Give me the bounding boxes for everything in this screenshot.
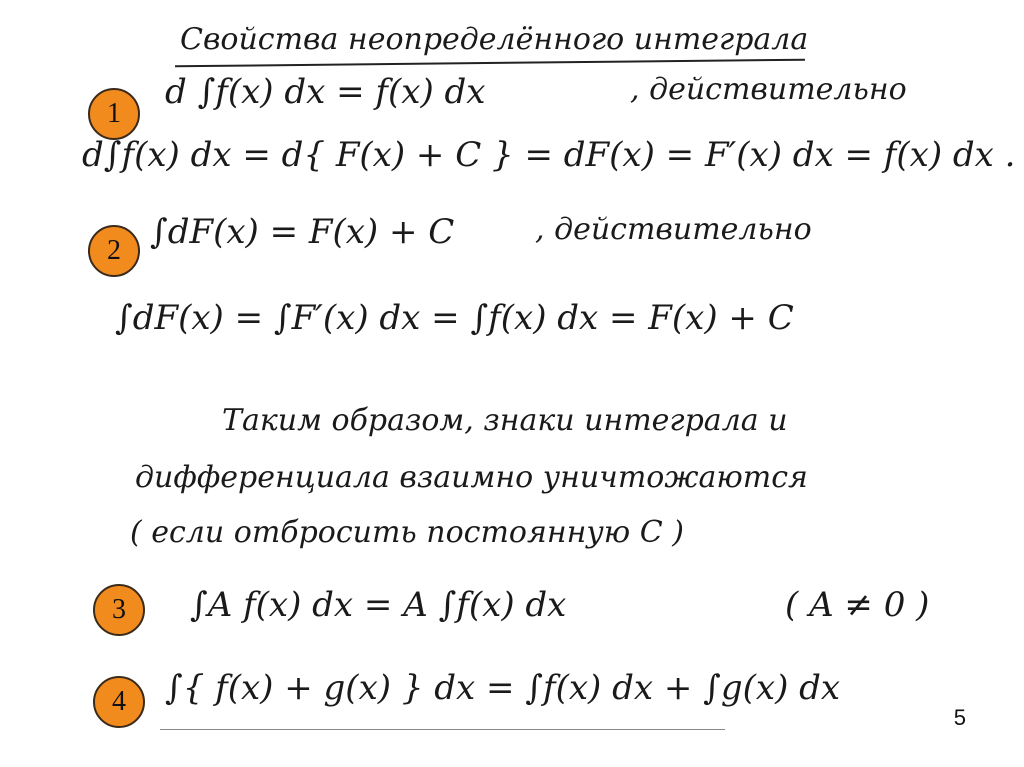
- conclusion-line-3: ( если отбросить постоянную C ): [130, 515, 684, 550]
- property-4-formula: ∫{ f(x) + g(x) } dx = ∫f(x) dx + ∫g(x) dx: [165, 668, 841, 708]
- conclusion-line-2: дифференциала взаимно уничтожаются: [135, 460, 808, 495]
- title-underline: [175, 59, 805, 68]
- property-1-note: , действительно: [630, 72, 907, 107]
- badge-1: 1: [88, 88, 140, 140]
- property-3-formula: ∫A f(x) dx = A ∫f(x) dx: [190, 585, 567, 625]
- property-1-formula: d ∫f(x) dx = f(x) dx: [165, 72, 486, 112]
- badge-4: 4: [93, 676, 145, 728]
- property-2-formula: ∫dF(x) = F(x) + C: [150, 212, 455, 252]
- conclusion-line-1: Таким образом, знаки интеграла и: [222, 403, 788, 438]
- badge-3: 3: [93, 584, 145, 636]
- bottom-rule: [160, 729, 725, 730]
- slide-title: Свойства неопределённого интеграла: [180, 22, 809, 57]
- badge-2: 2: [88, 225, 140, 277]
- page-number: 5: [953, 705, 966, 730]
- property-1-proof: d∫f(x) dx = d{ F(x) + C } = dF(x) = F′(x) dx = f(x) dx .: [82, 135, 1016, 175]
- property-3-condition: ( A ≠ 0 ): [785, 585, 930, 625]
- property-2-note: , действительно: [535, 212, 812, 247]
- property-2-proof: ∫dF(x) = ∫F′(x) dx = ∫f(x) dx = F(x) + C: [115, 298, 794, 338]
